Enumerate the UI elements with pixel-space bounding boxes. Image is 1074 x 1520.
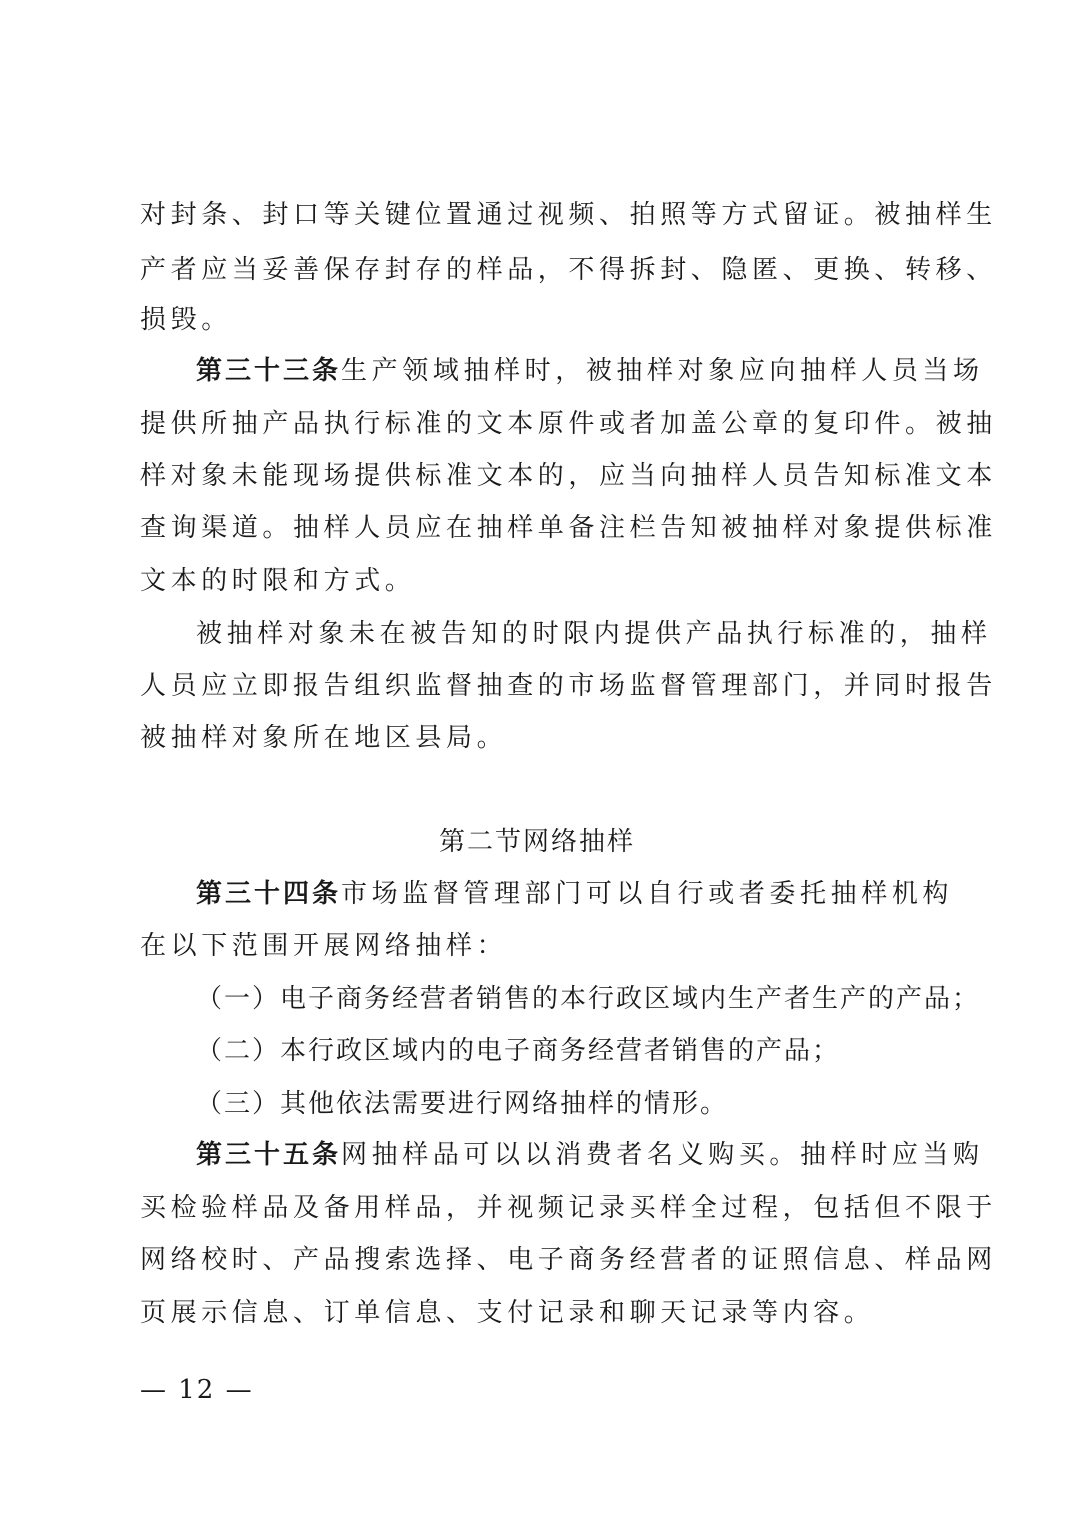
paragraph-line: 在以下范围开展网络抽样：: [140, 931, 508, 961]
article-33-text: 生产领域抽样时，被抽样对象应向抽样人员当场: [341, 356, 984, 386]
article-35-first-line: [196, 1137, 984, 1173]
list-item: （三）其他依法需要进行网络抽样的情形。: [196, 1089, 729, 1119]
paragraph-line: 查询渠道。抽样人员应在抽样单备注栏告知被抽样对象提供标准: [140, 513, 997, 543]
paragraph-line: 样对象未能现场提供标准文本的，应当向抽样人员告知标准文本: [140, 461, 997, 491]
paragraph-line: 被抽样对象未在被告知的时限内提供产品执行标准的，抽样: [196, 619, 992, 649]
page-number: — 12 —: [140, 1375, 254, 1405]
article-33-first-line: [196, 353, 984, 389]
article-34-text: 市场监督管理部门可以自行或者委托抽样机构: [341, 879, 954, 909]
paragraph-line: 提供所抽产品执行标准的文本原件或者加盖公章的复印件。被抽: [140, 409, 997, 439]
paragraph-line: 损毁。: [140, 305, 232, 335]
paragraph-line: 人员应立即报告组织监督抽查的市场监督管理部门，并同时报告: [140, 671, 997, 701]
article-35-title: 第三十五条: [196, 1140, 342, 1170]
paragraph-line: 产者应当妥善保存封存的样品，不得拆封、隐匿、更换、转移、: [140, 255, 997, 285]
paragraph-line: 被抽样对象所在地区县局。: [140, 723, 508, 753]
list-item: （一）电子商务经营者销售的本行政区域内生产者生产的产品；: [196, 984, 981, 1014]
article-35-text: 网抽样品可以以消费者名义购买。抽样时应当购: [341, 1140, 984, 1170]
list-item: （二）本行政区域内的电子商务经营者销售的产品；: [196, 1036, 841, 1066]
paragraph-line: 网络校时、产品搜索选择、电子商务经营者的证照信息、样品网: [140, 1245, 997, 1275]
paragraph-line: 文本的时限和方式。: [140, 566, 416, 596]
paragraph-line: 买检验样品及备用样品，并视频记录买样全过程，包括但不限于: [140, 1193, 997, 1223]
article-33-title: 第三十三条: [196, 356, 342, 386]
article-34-title: 第三十四条: [196, 879, 342, 909]
paragraph-line: 对封条、封口等关键位置通过视频、拍照等方式留证。被抽样生: [140, 200, 997, 230]
paragraph-line: 页展示信息、订单信息、支付记录和聊天记录等内容。: [140, 1298, 875, 1328]
article-34-first-line: [196, 876, 954, 912]
section-heading: 第二节网络抽样: [438, 827, 635, 857]
